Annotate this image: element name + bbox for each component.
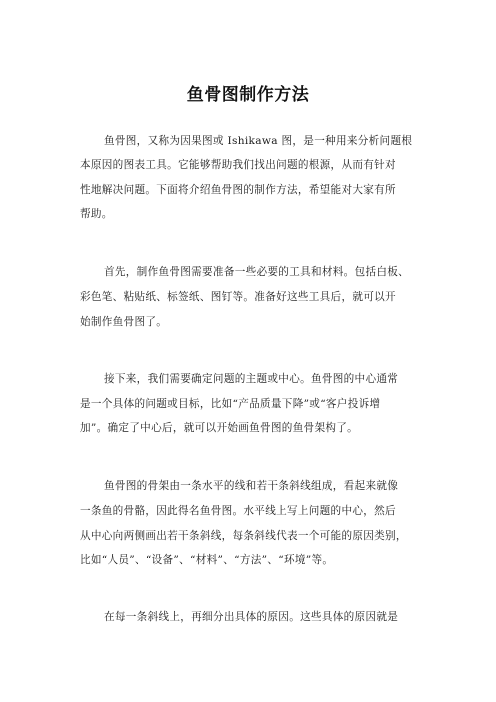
- paragraph-line: 始制作鱼骨图了。: [80, 316, 168, 328]
- paragraph-line: 彩色笔、粘贴纸、标签纸、图钉等。准备好这些工具后，就可以开: [80, 291, 396, 303]
- paragraph-line: 在每一条斜线上，再细分出具体的原因。这些具体的原因就是: [104, 611, 399, 623]
- paragraph-line: 一条鱼的骨骼，因此得名鱼骨图。水平线上写上问题的中心，然后: [80, 505, 396, 517]
- paragraph-line: 接下来，我们需要确定问题的主题或中心。鱼骨图的中心通常: [104, 373, 399, 385]
- paragraph-line: 是一个具体的问题或目标，比如“产品质量下降”或“客户投诉增: [80, 398, 381, 410]
- paragraph-line: 鱼骨图的骨架由一条水平的线和若干条斜线组成，看起来就像: [104, 480, 399, 492]
- page-title: 鱼骨图制作方法: [186, 85, 310, 105]
- paragraph-line: 帮助。: [80, 208, 113, 220]
- paragraph-line: 比如“人员”、“设备”、“材料”、“方法”、“环境”等。: [80, 554, 334, 566]
- paragraph-line: 本原因的图表工具。它能够帮助我们找出问题的根源，从而有针对: [80, 159, 396, 171]
- paragraph-line: 鱼骨图，又称为因果图或 Ishikawa 图，是一种用来分析问题根: [104, 135, 413, 147]
- paragraph-line: 性地解决问题。下面将介绍鱼骨图的制作方法，希望能对大家有所: [80, 184, 396, 196]
- paragraph-line: 从中心向两侧画出若干条斜线，每条斜线代表一个可能的原因类别，: [80, 530, 407, 542]
- paragraph-line: 加”。确定了中心后，就可以开始画鱼骨图的鱼骨架构了。: [80, 422, 359, 434]
- paragraph-line: 首先，制作鱼骨图需要准备一些必要的工具和材料。包括白板、: [104, 266, 410, 278]
